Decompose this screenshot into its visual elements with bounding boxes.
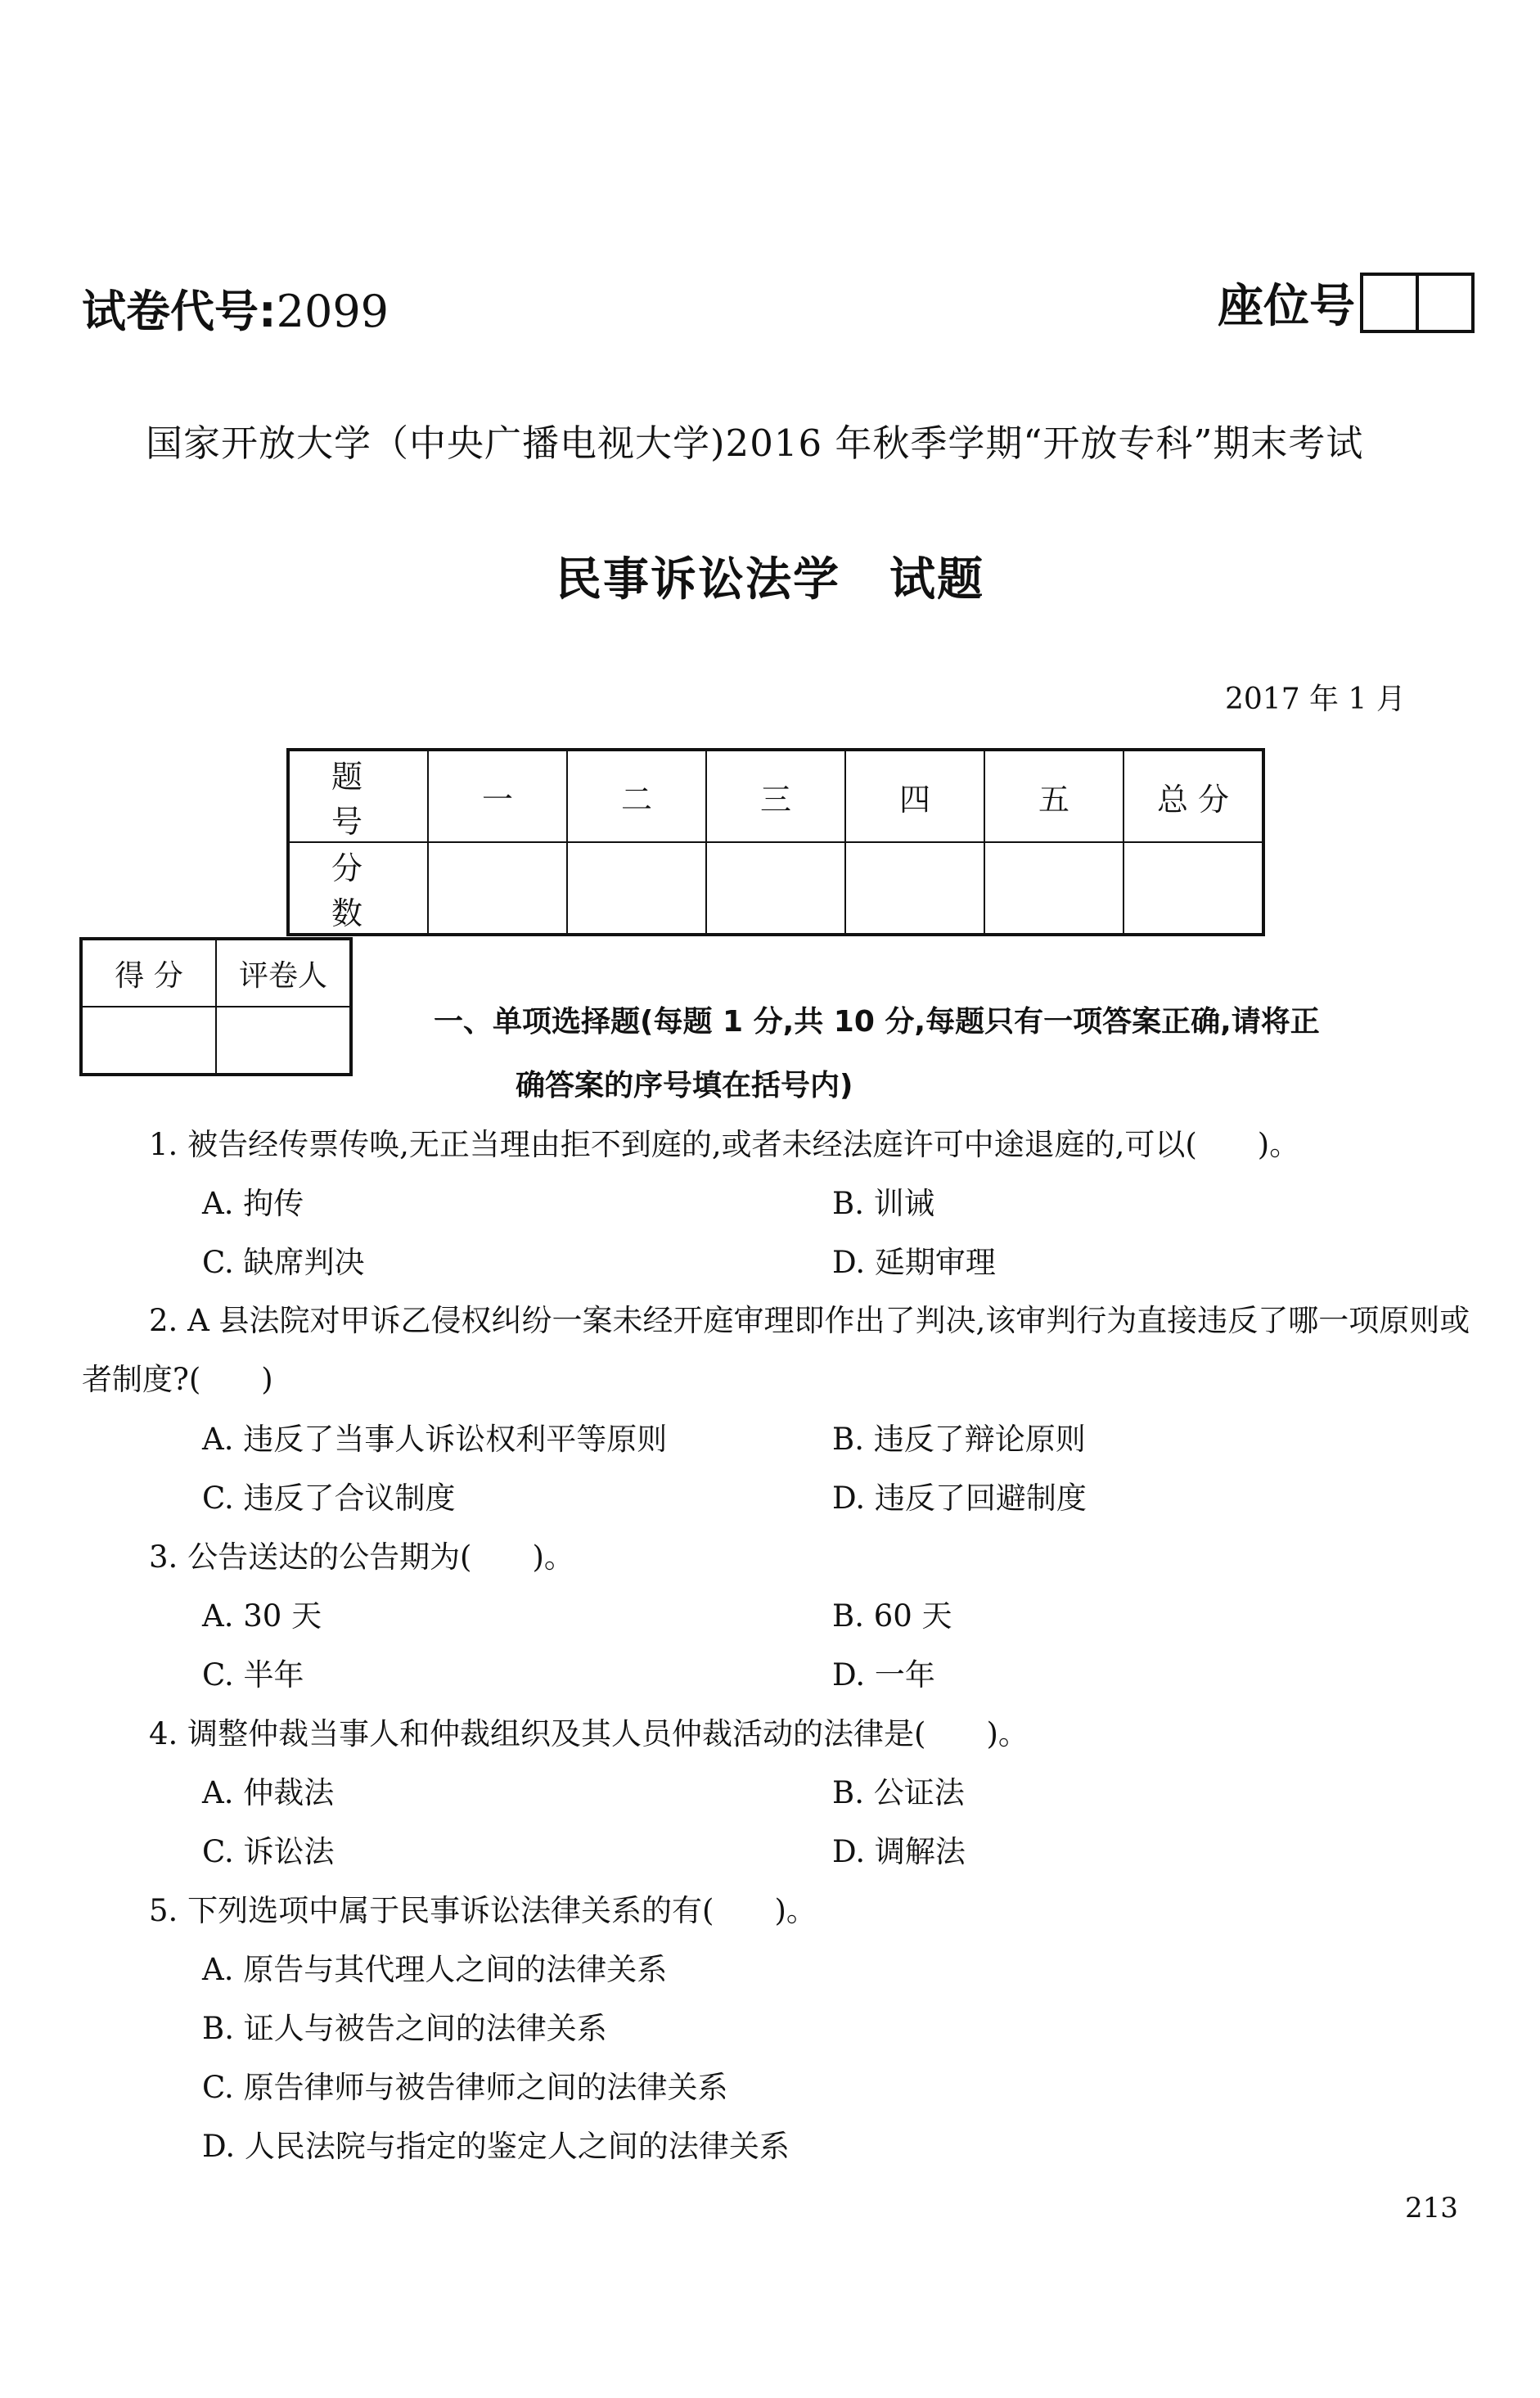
question-2-option-c: C. 违反了合议制度 (202, 1481, 456, 1516)
page-number: 213 (1405, 2192, 1458, 2224)
score-table-col-5: 五 (984, 750, 1123, 842)
grader-name-label: 评卷人 (216, 939, 351, 1007)
exam-heading: 国家开放大学（中央广播电视大学)2016 年秋季学期“开放专科”期末考试 (146, 421, 1364, 465)
question-1-option-b: B. 训诫 (832, 1186, 934, 1221)
question-4-stem: 4. 调整仲裁当事人和仲裁组织及其人员仲裁活动的法律是( )。 (149, 1716, 1029, 1751)
score-cell-1[interactable] (428, 842, 567, 935)
grader-score-cell[interactable] (81, 1007, 216, 1075)
exam-date: 2017 年 1 月 (1225, 683, 1406, 716)
question-2-option-b: B. 违反了辩论原则 (832, 1422, 1086, 1457)
question-2-stem: 2. A 县法院对甲诉乙侵权纠纷一案未经开庭审理即作出了判决,该审判行为直接违反了哪一项原则或者制度?( ) (82, 1303, 1470, 1397)
score-table-col-2: 二 (567, 750, 706, 842)
seat-number-box-2[interactable] (1419, 273, 1475, 333)
score-table-header-row (288, 750, 1263, 842)
score-table-col-1: 一 (428, 750, 567, 842)
paper-code (82, 277, 389, 340)
grader-table (79, 937, 353, 1076)
question-1-option-a: A. 拘传 (202, 1186, 304, 1221)
score-table-col-total: 总 分 (1123, 750, 1263, 842)
question-1-stem: 1. 被告经传票传唤,无正当理由拒不到庭的,或者未经法庭许可中途退庭的,可以( )。 (149, 1127, 1300, 1162)
score-table-score-label: 分 数 (288, 842, 428, 935)
section-title (434, 990, 1489, 1118)
score-cell-5[interactable] (984, 842, 1123, 935)
score-table-col-3: 三 (706, 750, 845, 842)
score-table-score-row (288, 842, 1263, 935)
question-3-stem: 3. 公告送达的公告期为( )。 (149, 1539, 574, 1575)
paper-code-label: 试卷代号: (82, 286, 277, 337)
score-table-col-4: 四 (845, 750, 984, 842)
question-5-option-a: A. 原告与其代理人之间的法律关系 (202, 1952, 668, 1987)
score-cell-2[interactable] (567, 842, 706, 935)
score-table (286, 748, 1265, 936)
subject-name: 民事诉讼法学 (556, 553, 840, 606)
question-3-option-b: B. 60 天 (832, 1598, 952, 1634)
section-title-line-1: 一、单项选择题(每题 1 分,共 10 分,每题只有一项答案正确,请将正 (434, 1005, 1320, 1039)
score-cell-total[interactable] (1123, 842, 1263, 935)
question-3-option-d: D. 一年 (832, 1657, 935, 1693)
question-2-option-a: A. 违反了当事人诉讼权利平等原则 (202, 1422, 668, 1457)
grader-name-cell[interactable] (216, 1007, 351, 1075)
question-1-option-c: C. 缺席判决 (202, 1245, 365, 1280)
grader-score-label: 得 分 (81, 939, 216, 1007)
score-cell-4[interactable] (845, 842, 984, 935)
grader-table-header-row (81, 939, 351, 1007)
question-4-option-b: B. 公证法 (832, 1775, 965, 1810)
score-cell-3[interactable] (706, 842, 845, 935)
question-5-option-b: B. 证人与被告之间的法律关系 (202, 2011, 607, 2046)
question-5-option-c: C. 原告律师与被告律师之间的法律关系 (202, 2070, 728, 2105)
seat-number-label: 座位号 (1218, 280, 1355, 333)
question-5-option-d: D. 人民法院与指定的鉴定人之间的法律关系 (202, 2129, 790, 2164)
seat-number-box-1[interactable] (1360, 273, 1419, 333)
question-4-option-c: C. 诉讼法 (202, 1834, 335, 1869)
subject-suffix: 试题 (889, 553, 984, 606)
question-2-option-d: D. 违反了回避制度 (832, 1481, 1087, 1516)
question-4-option-d: D. 调解法 (832, 1834, 966, 1869)
seat-number (1218, 270, 1475, 336)
grader-table-input-row (81, 1007, 351, 1075)
score-table-header-label: 题 号 (288, 750, 428, 842)
question-5-stem: 5. 下列选项中属于民事诉讼法律关系的有( )。 (149, 1893, 817, 1928)
question-3-option-c: C. 半年 (202, 1657, 304, 1693)
subject-title (0, 543, 1540, 609)
paper-code-value: 2099 (276, 286, 390, 337)
question-1-option-d: D. 延期审理 (832, 1245, 996, 1280)
question-3-option-a: A. 30 天 (202, 1598, 322, 1634)
section-title-line-2: 确答案的序号填在括号内) (516, 1069, 853, 1102)
question-4-option-a: A. 仲裁法 (202, 1775, 335, 1810)
